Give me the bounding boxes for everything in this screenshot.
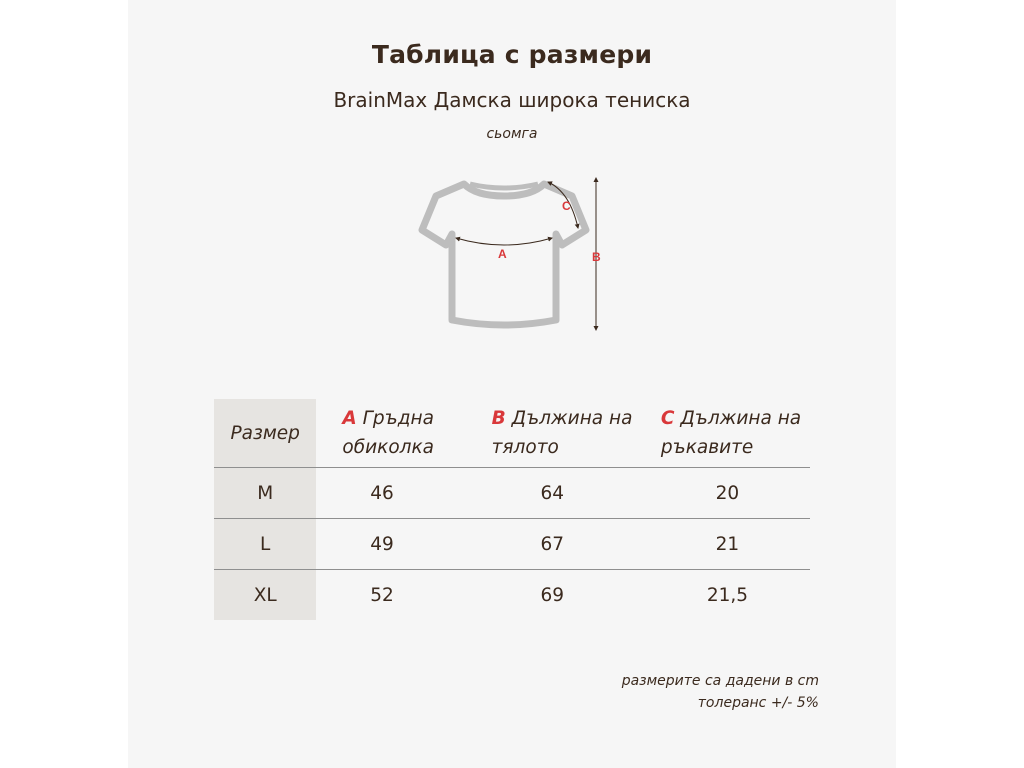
cell-sleeve-length: 21 — [651, 519, 810, 570]
header-b-line1: Дължина на — [511, 408, 633, 429]
cell-sleeve-length: 21,5 — [706, 584, 749, 606]
label-b: B — [592, 250, 601, 264]
header-chest — [316, 399, 481, 468]
tolerance-note: толеранс +/- 5% — [697, 695, 819, 711]
header-body-length — [482, 399, 651, 468]
chest-arrow — [456, 238, 552, 245]
size-chart-panel — [128, 0, 896, 768]
cell-body-length: 64 — [482, 468, 651, 519]
cell-size: M — [214, 468, 316, 519]
table-row — [214, 519, 810, 570]
header-c-letter: C — [660, 408, 675, 429]
header-c-line1: Дължина на — [680, 408, 802, 429]
header-b-line2: тялото — [491, 437, 559, 458]
label-a: A — [498, 247, 507, 261]
cell-body-length: 67 — [482, 519, 651, 570]
header-sleeve-length — [651, 399, 810, 468]
size-table — [214, 399, 810, 620]
cell-sleeve-length: 20 — [651, 468, 810, 519]
product-name: BrainMax Дамска широка тениска — [333, 88, 691, 112]
header-a-letter: A — [342, 408, 357, 429]
label-c: C — [562, 199, 571, 213]
table-row — [214, 570, 810, 621]
header-size: Размер — [214, 399, 316, 468]
cell-chest: 52 — [370, 584, 394, 606]
header-c-line2: ръкавите — [660, 437, 754, 458]
cell-size: XL — [214, 570, 316, 621]
header-a-line2: обиколка — [342, 437, 434, 458]
cell-size: L — [214, 519, 316, 570]
cell-chest: 49 — [316, 519, 481, 570]
t-shirt-diagram — [408, 164, 608, 340]
table-header-row — [214, 399, 810, 468]
header-b-letter: B — [491, 408, 506, 429]
cell-chest: 46 — [316, 468, 481, 519]
product-color: сьомга — [486, 126, 538, 142]
table-row — [214, 468, 810, 519]
header-a-line1: Гръдна — [362, 408, 434, 429]
page-title: Таблица с размери — [371, 40, 653, 69]
units-note: размерите са дадени в cm — [621, 673, 819, 689]
cell-body-length: 69 — [540, 584, 565, 606]
